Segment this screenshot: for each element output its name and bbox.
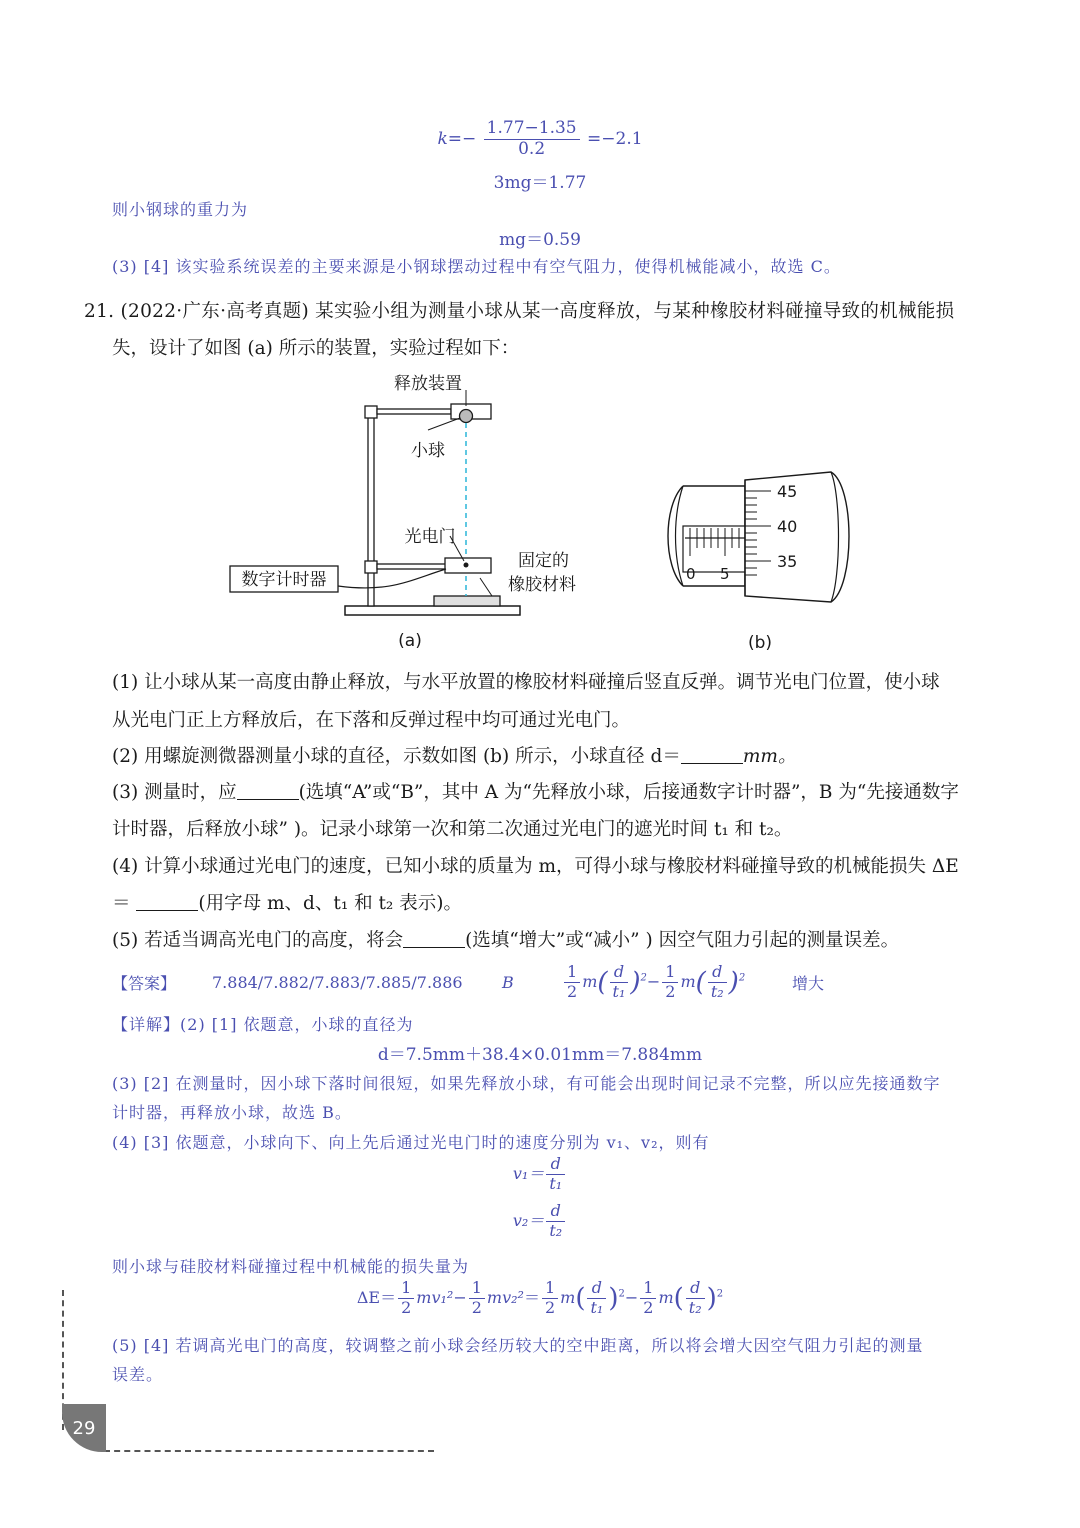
detail-2: 【详解】(2) [1] 依题意，小球的直径为 bbox=[112, 1015, 414, 1034]
tick-5: 5 bbox=[720, 565, 730, 583]
eq-dE: ΔE＝ $\frac{1}{2}$ mv₁²− $\frac{1}{2}$ mv₂²＝ $\frac{1}{2}$ m( $\frac{d}{\text{t₁}}$ )$^2$− $\frac{1}{2}$ m( $\frac{d}{\text{t₂}}$ )$^2$ bbox=[356, 1278, 724, 1317]
figure-a bbox=[220, 368, 540, 658]
base-plate bbox=[345, 606, 520, 615]
eq-d: d＝7.5mm＋38.4×0.01mm＝7.884mm bbox=[377, 1045, 703, 1065]
answer-2: B bbox=[502, 972, 514, 992]
rubber-block bbox=[434, 596, 500, 606]
part3-line1: (3) 测量时，应 (选填“A”或“B”，其中 A 为“先释放小球，后接通数字计时器”，B 为“先接通数字 bbox=[112, 782, 959, 803]
label-fixed-1: 固定的 bbox=[518, 551, 569, 571]
detail-4: (4) [3] 依题意，小球向下、向上先后通过光电门时的速度分别为 v₁、v₂，则有 bbox=[112, 1133, 710, 1152]
stand-pole bbox=[368, 412, 374, 606]
caption-a: (a) bbox=[398, 631, 422, 651]
page-number: 29 bbox=[62, 1404, 106, 1452]
blank-error[interactable] bbox=[403, 931, 465, 948]
margin-dash-horizontal bbox=[104, 1450, 434, 1452]
loss-intro: 则小球与硅胶材料碰撞过程中机械能的损失量为 bbox=[112, 1257, 470, 1276]
tick-35: 35 bbox=[777, 552, 798, 571]
gravity-intro: 则小钢球的重力为 bbox=[112, 200, 249, 219]
eq-3mg: 3mg＝1.77 bbox=[493, 173, 587, 193]
answer-label: 【答案】 bbox=[112, 973, 177, 993]
k-equation: k=− $\frac{1.77-1.35}{0.2}$ =−2.1 bbox=[437, 118, 643, 159]
answer-row bbox=[112, 960, 972, 1004]
part1-line1: (1) 让小球从某一高度由静止释放，与水平放置的橡胶材料碰撞后竖直反弹。调节光电门位置，使小球 bbox=[112, 672, 940, 693]
eq-mg: mg＝0.59 bbox=[499, 230, 581, 250]
part3-line2: 计时器，后释放小球” )。记录小球第一次和第二次通过光电门的遮光时间 t₁ 和 t₂。 bbox=[112, 819, 793, 840]
part4-line1: (4) 计算小球通过光电门的速度，已知小球的质量为 m，可得小球与橡胶材料碰撞导致的机械能损失 ΔE bbox=[112, 856, 959, 877]
ball bbox=[460, 410, 473, 423]
blank-d[interactable] bbox=[681, 747, 743, 764]
detail-3-line1: (3) [2] 在测量时，因小球下落时间很短，如果先释放小球，有可能会出现时间记录不完整，所以应先接通数字 bbox=[112, 1074, 941, 1093]
eq-v1: v₁＝ $\frac{d}{\text{t₁}}$ bbox=[0, 1156, 1080, 1193]
label-gate: 光电门 bbox=[404, 527, 456, 547]
blank-dE[interactable] bbox=[136, 894, 198, 911]
tick-0: 0 bbox=[686, 565, 696, 583]
tick-40: 40 bbox=[777, 517, 798, 536]
part5: (5) 若适当调高光电门的高度，将会 (选填“增大”或“减小” ) 因空气阻力引起的测量误差。 bbox=[112, 930, 900, 951]
label-fixed-2: 橡胶材料 bbox=[508, 575, 576, 595]
caption-b: (b) bbox=[747, 633, 773, 653]
answer-4: $\frac{1}{2}$ m( $\frac{d}{\text{t₁}}$ )$^2$− $\frac{1}{2}$ m( $\frac{d}{\text{t₂}}$ )$^2$ bbox=[562, 964, 792, 1001]
detail-5-line1: (5) [4] 若调高光电门的高度，较调整之前小球会经历较大的空中距离，所以将会增大因空气阻力引起的测量 bbox=[112, 1336, 924, 1355]
detail-5-line2: 误差。 bbox=[112, 1365, 164, 1384]
question-line1: 21. (2022·广东·高考真题) 某实验小组为测量小球从某一高度释放，与某种橡胶材料碰撞导致的机械能损 bbox=[84, 301, 955, 322]
eq-v2: v₂＝ $\frac{d}{\text{t₂}}$ bbox=[0, 1203, 1080, 1240]
solution-part3: (3) [4] 该实验系统误差的主要来源是小钢球摆动过程中有空气阻力，使得机械能减小，故选 C。 bbox=[112, 257, 841, 276]
question-line2: 失，设计了如图 (a) 所示的装置，实验过程如下： bbox=[112, 338, 520, 359]
figure-b bbox=[655, 466, 860, 661]
answer-5: 增大 bbox=[792, 973, 825, 993]
detail-3-line2: 计时器，再释放小球，故选 B。 bbox=[112, 1103, 352, 1122]
part1-line2: 从光电门正上方释放后，在下落和反弹过程中均可通过光电门。 bbox=[112, 710, 631, 731]
part2: (2) 用螺旋测微器测量小球的直径，示数如图 (b) 所示，小球直径 d＝ mm。 bbox=[112, 746, 797, 767]
label-ball: 小球 bbox=[411, 441, 445, 461]
label-timer: 数字计时器 bbox=[241, 570, 327, 590]
label-release: 释放装置 bbox=[394, 374, 462, 394]
tick-45: 45 bbox=[777, 482, 798, 501]
blank-ab[interactable] bbox=[237, 783, 299, 800]
part4-line2: ＝ (用字母 m、d、t₁ 和 t₂ 表示)。 bbox=[112, 893, 462, 914]
answer-1: 7.884/7.882/7.883/7.885/7.886 bbox=[212, 972, 463, 992]
